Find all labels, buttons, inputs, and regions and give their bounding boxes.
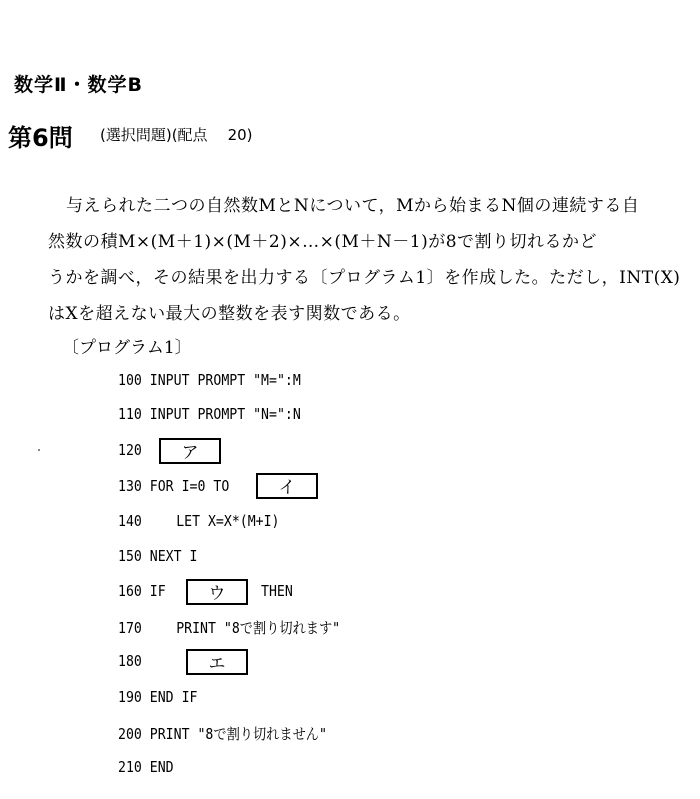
code-line-100 [118,371,301,389]
code-line-210 [118,758,174,776]
problem-line: はXを超えない最大の整数を表す関数である。 [48,304,411,324]
line-number: 130 [118,477,142,495]
code-then: THEN [261,582,293,600]
code-text: FOR I=0 TO [149,477,230,495]
question-note [100,124,253,145]
question-note-text: (選択問題)(配点 [100,126,208,144]
blank-a-box: ア [159,438,221,464]
line-number: 110 [118,405,142,423]
code-text: INPUT PROMPT "M=":M [149,371,301,389]
line-number: 190 [118,688,142,706]
problem-line: うかを調べ，その結果を出力する〔プログラム1〕を作成した。ただし，INT(X) [48,268,681,288]
line-number: 120 [118,441,142,459]
code-line-140 [118,512,280,530]
line-number: 140 [118,512,142,530]
code-text: PRINT "8で割り切れます" [176,619,341,637]
code-line-180 [118,652,142,670]
code-line-200 [118,723,327,744]
code-line-110 [118,405,301,423]
problem-line: 与えられた二つの自然数MとNについて，Mから始まるN個の連続する自 [66,196,640,216]
program-label: 〔プログラム1〕 [62,338,192,358]
code-text: END [149,758,174,776]
problem-line: 然数の積M×(M＋1)×(M＋2)×…×(M＋N－1)が8で割り切れるかど [48,232,598,252]
line-number: 160 [118,582,142,600]
scan-speck [38,449,40,451]
code-line-190 [118,688,197,706]
code-text: LET X=X*(M+I) [176,512,280,530]
line-number: 200 [118,725,142,743]
question-points: 20) [227,126,253,144]
blank-i-box: イ [256,473,318,499]
problem-paragraph [48,188,688,332]
question-number: 第6問 [8,124,73,152]
code-text: PRINT "8で割り切れません" [149,725,327,743]
code-line-170 [118,617,340,638]
line-number: 180 [118,652,142,670]
line-number: 150 [118,547,142,565]
line-number: 100 [118,371,142,389]
code-text: END IF [149,688,198,706]
code-line-160 [118,582,166,600]
line-number: 210 [118,758,142,776]
code-text: IF [149,582,166,600]
line-number: 170 [118,619,142,637]
code-line-120 [118,441,142,459]
code-text: NEXT I [149,547,198,565]
code-line-130 [118,477,229,495]
subject-title: 数学Ⅱ・数学B [14,74,143,96]
blank-e-box: エ [186,649,248,675]
code-line-150 [118,547,197,565]
code-text: INPUT PROMPT "N=":N [149,405,301,423]
blank-u-box: ウ [186,579,248,605]
